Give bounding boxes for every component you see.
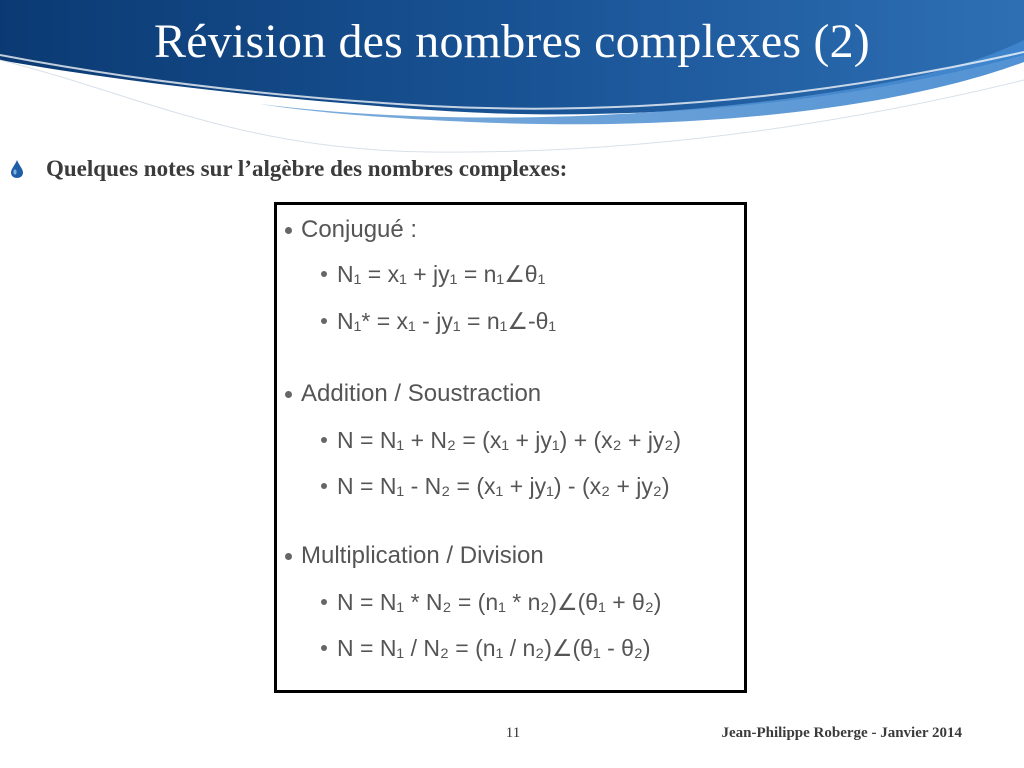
bullet-dot: [285, 391, 292, 398]
bullet-dot: [321, 271, 327, 277]
formula-line: N = N₁ / N₂ = (n₁ / n₂)∠(θ₁ - θ₂): [337, 634, 651, 661]
bullet-dot: [321, 437, 327, 443]
bullet-dot: [285, 553, 292, 560]
formula-line: N₁* = x₁ - jy₁ = n₁∠-θ₁: [337, 307, 557, 334]
formula-box: [274, 202, 747, 693]
section-conjugue: [285, 215, 556, 336]
formula-line: N₁ = x₁ + jy₁ = n₁∠θ₁: [337, 260, 546, 287]
formula-line: N = N₁ - N₂ = (x₁ + jy₁) - (x₂ + jy₂): [337, 472, 670, 499]
bullet-dot: [321, 599, 327, 605]
intro-text: Quelques notes sur l’algèbre des nombres complexes:: [46, 156, 568, 181]
section-heading: Addition / Soustraction: [301, 380, 542, 407]
drop-icon: [10, 159, 24, 179]
bullet-dot: [321, 318, 327, 324]
intro-bullet: [10, 156, 567, 182]
formula-line: N = N₁ + N₂ = (x₁ + jy₁) + (x₂ + jy₂): [337, 426, 682, 453]
footer-author: Jean-Philippe Roberge - Janvier 2014: [721, 725, 962, 741]
section-heading: Conjugué :: [301, 216, 418, 243]
bullet-dot: [321, 483, 327, 489]
section-addition: [285, 379, 681, 501]
bullet-dot: [321, 645, 327, 651]
formula-line: N = N₁ * N₂ = (n₁ * n₂)∠(θ₁ + θ₂): [337, 588, 662, 615]
section-multiplication: [285, 541, 661, 663]
page-number: 11: [505, 725, 521, 741]
slide-title: Révision des nombres complexes (2): [154, 15, 870, 68]
section-heading: Multiplication / Division: [301, 542, 544, 569]
bullet-dot: [285, 227, 292, 234]
